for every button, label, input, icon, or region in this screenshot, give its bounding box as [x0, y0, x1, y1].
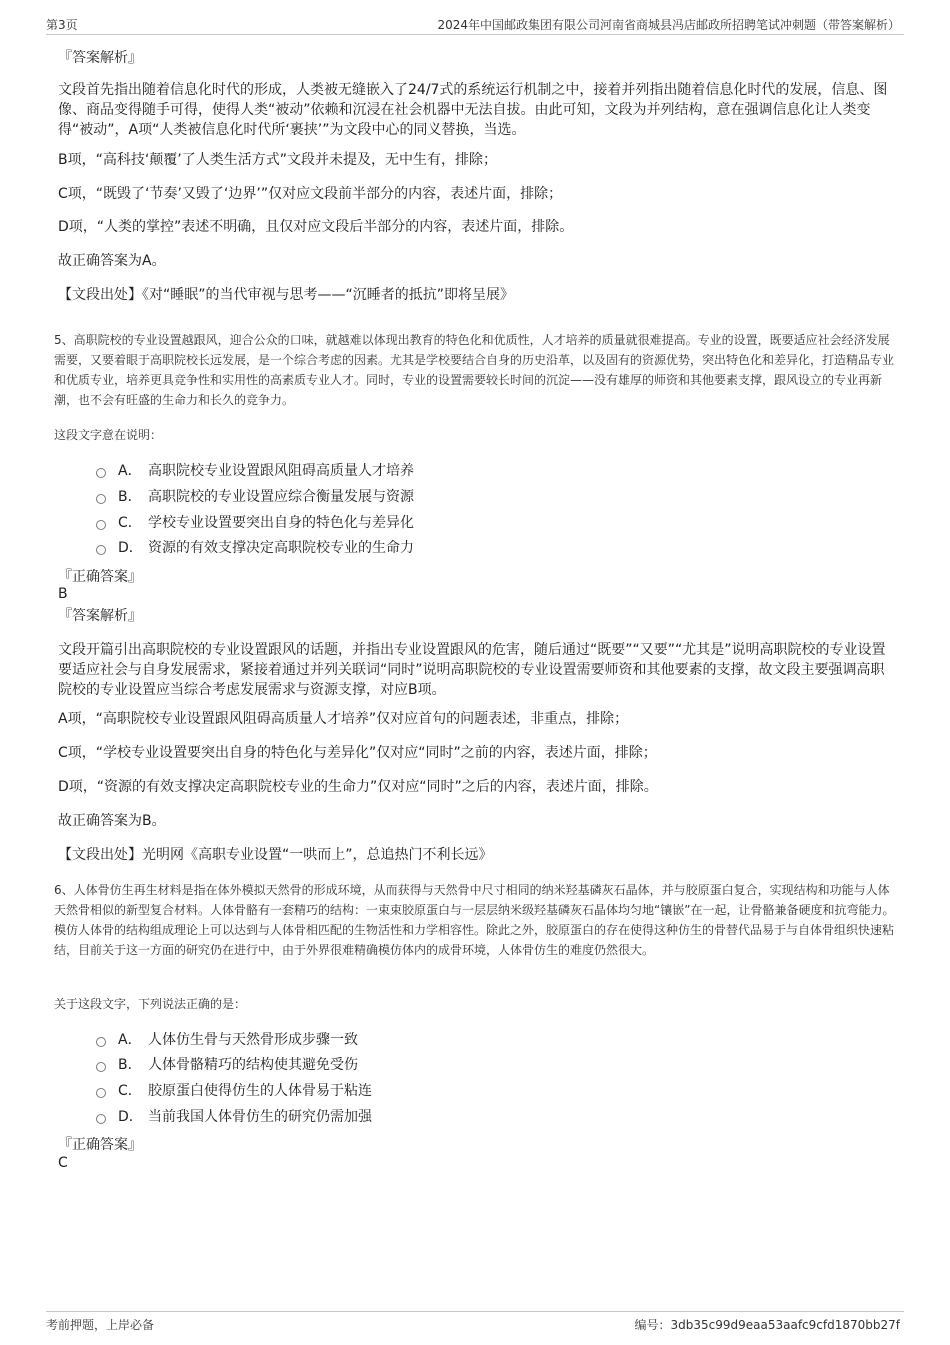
radio-icon[interactable]: [96, 1114, 106, 1124]
document-id: 编号：3db35c99d9eaa53aafc9cfd1870bb27f: [634, 1318, 900, 1332]
radio-icon[interactable]: [96, 494, 106, 504]
q5-option-a-analysis: A项，“高职院校专业设置跟风阻碍高质量人才培养”仅对应首句的问题表述，非重点，排除；: [58, 711, 629, 727]
q4-option-d-analysis: D项，“人类的掌控”表述不明确，且仅对应文段后半部分的内容，表述片面，排除。: [58, 219, 574, 235]
q5-option-a[interactable]: A． 高职院校专业设置跟风阻碍高质量人才培养: [96, 461, 414, 481]
q5-analysis-label: 『答案解析』: [58, 608, 142, 624]
q5-conclusion: 故正确答案为B。: [58, 813, 166, 829]
q6-option-b[interactable]: B． 人体骨骼精巧的结构使其避免受伤: [96, 1055, 358, 1075]
q4-analysis-text: 文段首先指出随着信息化时代的形成，人类被无缝嵌入了24/7式的系统运行机制之中，接着并列指出随着信息化时代的发展，信息、图像、商品变得随手可得，使得人类“被动”依赖和沉浸在社会机器中无法自拔。由此可知，文段为并列结构，意在强调信息化让人类变得“被动”，A项“人类被信息化时代所‘裹挟’”为文段中心的同义替换，当选。: [58, 82, 888, 138]
q6-answer: C: [58, 1155, 68, 1171]
q5-option-c-analysis: C项，“学校专业设置要突出自身的特色化与差异化”仅对应“同时”之前的内容，表述片面，排除；: [58, 745, 657, 761]
q5-option-c[interactable]: C． 学校专业设置要突出自身的特色化与差异化: [96, 513, 414, 533]
q5-option-d[interactable]: D． 资源的有效支撑决定高职院校专业的生命力: [96, 538, 414, 558]
document-title: 2024年中国邮政集团有限公司河南省商城县冯店邮政所招聘笔试冲刺题（带答案解析）: [437, 18, 900, 32]
q5-prompt: 这段文字意在说明：: [54, 428, 163, 442]
radio-icon[interactable]: [96, 545, 106, 555]
q6-answer-label: 『正确答案』: [58, 1137, 142, 1153]
q5-analysis-text: 文段开篇引出高职院校的专业设置跟风的话题，并指出专业设置跟风的危害，随后通过“既要”“又要”“尤其是”说明高职院校的专业设置要适应社会与自身发展需求，紧接着通过并列关联词“同时”说明高职院校的专业设置需要师资和其他要素的支撑，故文段主要强调高职院校的专业设置应当综合考虑发展需求与资源支撑，对应B项。: [58, 642, 886, 698]
q6-prompt: 关于这段文字，下列说法正确的是：: [54, 997, 247, 1011]
q5-answer: B: [58, 586, 68, 602]
page-header: [46, 14, 904, 35]
q5-question-text: 5、高职院校的专业设置越跟风，迎合公众的口味，就越难以体现出教育的特色化和优质性，人才培养的质量就很难提高。专业的设置，既要适应社会经济发展需要，又要着眼于高职院校长远发展，是一个综合考虑的因素。尤其是学校要结合自身的历史沿革，以及固有的资源优势，突出特色化和差异化，打造精品专业和优质专业，培养更具竞争性和实用性的高素质专业人才。同时，专业的设置需要较长时间的沉淀——没有雄厚的师资和其他要素支撑，跟风设立的专业再新潮，也不会有旺盛的生命力和长久的竞争力。: [54, 333, 895, 407]
radio-icon[interactable]: [96, 1062, 106, 1072]
q4-option-c-analysis: C项，“既毁了‘节奏’又毁了‘边界’”仅对应文段前半部分的内容，表述片面，排除；: [58, 186, 563, 202]
q6-option-a[interactable]: A． 人体仿生骨与天然骨形成步骤一致: [96, 1030, 358, 1050]
radio-icon[interactable]: [96, 468, 106, 478]
page-footer: [46, 1311, 904, 1336]
q5-option-b[interactable]: B． 高职院校的专业设置应综合衡量发展与资源: [96, 487, 414, 507]
q4-source: 【文段出处】《对“睡眠”的当代审视与思考——“沉睡者的抵抗”即将呈展》: [58, 287, 515, 303]
q5-option-d-analysis: D项，“资源的有效支撑决定高职院校专业的生命力”仅对应“同时”之后的内容，表述片面，排除。: [58, 779, 658, 795]
page-number: 第3页: [46, 18, 78, 32]
q6-question-text: 6、人体骨仿生再生材料是指在体外模拟天然骨的形成环境，从而获得与天然骨中尺寸相同的纳米羟基磷灰石晶体，并与胶原蛋白复合，实现结构和功能与人体天然骨相似的新型复合材料。人体骨骼有一套精巧的结构：一束束胶原蛋白与一层层纳米级羟基磷灰石晶体均匀地“镶嵌”在一起，让骨骼兼备硬度和抗弯能力。模仿人体骨的结构组成理论上可以达到与人体骨相匹配的生物活性和力学相容性。除此之外，胶原蛋白的存在使得这种仿生的骨替代品易于与自体骨组织快速粘结，目前关于这一方面的研究仍在进行中，由于外界很难精确模仿体内的成骨环境，人体骨仿生的难度仍然很大。: [54, 883, 895, 957]
footer-slogan: 考前押题，上岸必备: [46, 1318, 155, 1332]
radio-icon[interactable]: [96, 1037, 106, 1047]
radio-icon[interactable]: [96, 1088, 106, 1098]
q6-option-c[interactable]: C． 胶原蛋白使得仿生的人体骨易于粘连: [96, 1081, 372, 1101]
q4-option-b-analysis: B项，“高科技‘颠覆’了人类生活方式”文段并未提及，无中生有，排除；: [58, 152, 498, 168]
q4-conclusion: 故正确答案为A。: [58, 253, 166, 269]
q5-answer-label: 『正确答案』: [58, 569, 142, 585]
q6-option-d[interactable]: D． 当前我国人体骨仿生的研究仍需加强: [96, 1107, 372, 1127]
q4-analysis-label: 『答案解析』: [58, 50, 142, 66]
radio-icon[interactable]: [96, 520, 106, 530]
q5-source: 【文段出处】光明网《高职专业设置“一哄而上”，总追热门不利长远》: [58, 847, 493, 863]
